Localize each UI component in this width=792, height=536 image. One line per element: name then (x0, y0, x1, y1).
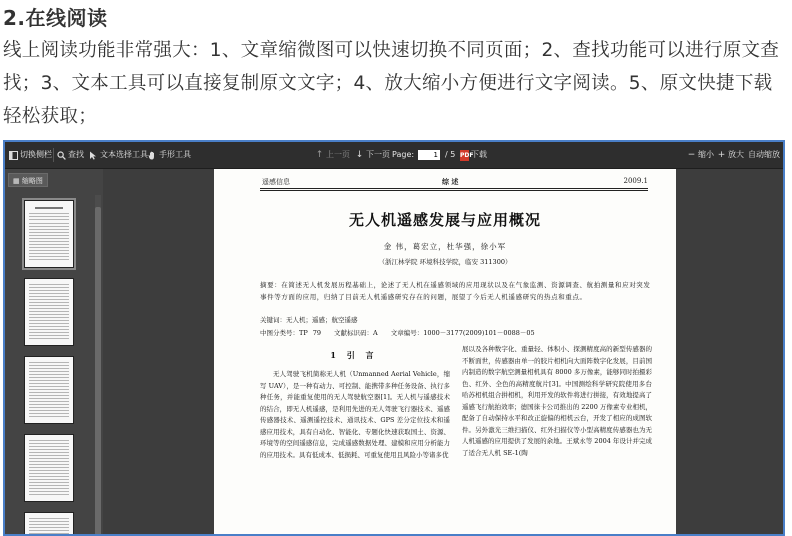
plus-icon: + (717, 149, 726, 160)
thumbnail-tab[interactable] (8, 173, 48, 187)
download-label: 下载 (471, 150, 487, 159)
thumbnail-scrollbar[interactable] (95, 195, 101, 534)
body-column-right: 展以及各种数字化、重量轻、体积小、探测精度高的新型传感器的不断面世，传感器由单一的胶片相机向大面阵数字化发展，目前国内制造的数字航空测量相机具有 8000 多万像素，能够同时拍摄彩色、红外、全色的高精度航片[3]。中国测绘科学研究院使用多台哈苏相机组合拼相机，利用开发的软件将进行拼接，有效地提高了遥感飞行航拍效率；德国徕卡公司推出的 2200 万像素专业相机，配备了自动保持水平和改正旋偏的相机云台，开发了相应的成图软件。另外激光三维扫描仪、红外扫描仪等小型高精度传感器也为无人机遥感的应用提供了发展的余地。王斌永等 2004 年设计并完成了适合无人机 SE-1(陶 (462, 345, 652, 457)
thumbnail-page-3[interactable] (25, 357, 73, 423)
toggle-sidebar-label: 切换侧栏 (20, 150, 52, 159)
article-authors: 金 伟，葛宏立，杜华强，徐小军 (383, 242, 507, 251)
search-icon (57, 151, 66, 160)
thumbnail-tab-label: 缩略图 (21, 177, 43, 185)
page-number-field[interactable] (418, 142, 440, 168)
article-classification: 中图分类号：TP 79 文献标识码：A 文章编号：1000－3177(2009)101－0088－05 (260, 329, 535, 337)
prev-page-button[interactable] (315, 142, 350, 168)
document-canvas[interactable] (103, 169, 783, 534)
text-select-button[interactable] (89, 142, 148, 168)
journal-name: 遥感信息 (262, 178, 290, 186)
thumbnail-page-5[interactable] (25, 513, 73, 534)
thumbnail-page-2[interactable] (25, 279, 73, 345)
download-button[interactable] (460, 142, 487, 168)
issue-date: 2009.1 (623, 177, 648, 185)
thumbnail-list (5, 195, 93, 534)
arrow-down-icon: ↓ (355, 149, 364, 160)
article-institution: （浙江林学院 环境科技学院，临安 311300） (378, 258, 512, 266)
article-title: 无人机遥感发展与应用概况 (348, 211, 541, 229)
zoom-in-button[interactable] (717, 142, 744, 168)
viewer-toolbar (5, 142, 783, 169)
page-label: Page: (392, 150, 415, 159)
toggle-sidebar-button[interactable] (9, 142, 52, 168)
feature-description: 线上阅读功能非常强大：1、文章缩微图可以快速切换不同页面；2、查找功能可以进行原文查找；3、文本工具可以直接复制原文文字；4、放大缩小方便进行文字阅读。5、原文快捷下载轻松获取； (3, 40, 780, 127)
hand-tool-button[interactable] (148, 142, 191, 168)
section-title: 1 引 言 (330, 350, 378, 360)
hand-icon (148, 151, 157, 160)
prev-page-label: 上一页 (326, 150, 350, 159)
pdf-icon: PDF (460, 151, 474, 159)
grid-icon: ▦ (13, 177, 20, 185)
header-rule-2 (260, 190, 648, 191)
article-abstract: 摘要：在简述无人机发展历程基础上，论述了无人机在遥感领域的应用现状以及在气象监测、资源调查、航拍测量和应对突发事件等方面的应用，归纳了目前无人机遥感研究存在的问题，展望了今后无人机遥感研究的热点和重点。 (260, 281, 651, 301)
page-number-input[interactable]: 1 (418, 150, 440, 160)
arrow-up-icon: ↑ (315, 149, 324, 160)
thumbnail-page-1[interactable] (25, 201, 73, 267)
find-button[interactable] (57, 142, 84, 168)
document-page (214, 169, 676, 536)
sidebar-toggle-icon (9, 151, 18, 160)
text-select-label: 文本选择工具 (100, 150, 148, 159)
cursor-arrow-icon (89, 151, 98, 160)
body-column-left: 无人驾驶飞机简称无人机（Unmanned Aerial Vehicle，缩写 UAV），是一种有动力、可控制、能携带多种任务设备、执行多种任务，并能重复使用的无人驾驶航空器[1]。无人机与遥感技术的结合，即无人机遥感，是利用先进的无人驾驶飞行器技术、遥感传感器技术、遥测遥控技术、通讯技术、GPS 差分定位技术和遥感应用技术，具有自动化、智能化、专题化快速获取国土、资源、环境等的空间遥感信息，完成遥感数据处理、建模和应用分析能力的应用技术。具有低成本、低损耗、可重复使用且风险小等诸多优 (260, 370, 450, 459)
zoom-out-button[interactable] (687, 142, 714, 168)
minus-icon: − (687, 149, 696, 160)
thumbnail-sidebar (5, 169, 103, 534)
thumbnail-page-4[interactable] (25, 435, 73, 501)
header-rule (260, 188, 648, 189)
section-heading: 2.在线阅读 (3, 6, 108, 30)
toolbar-divider (53, 148, 54, 162)
pdf-viewer (3, 140, 785, 536)
page-total: / 5 (445, 150, 456, 159)
zoom-in-label: 放大 (728, 150, 744, 159)
hand-tool-label: 手形工具 (159, 150, 191, 159)
article-keywords: 关键词：无人机；遥感；航空遥感 (260, 316, 358, 324)
next-page-label: 下一页 (366, 150, 390, 159)
scrollbar-thumb[interactable] (95, 207, 101, 536)
zoom-out-label: 缩小 (698, 150, 714, 159)
next-page-button[interactable] (355, 142, 390, 168)
zoom-select[interactable]: 自动缩放 (748, 150, 780, 159)
section-category: 综 述 (442, 177, 459, 186)
find-label: 查找 (68, 150, 84, 159)
